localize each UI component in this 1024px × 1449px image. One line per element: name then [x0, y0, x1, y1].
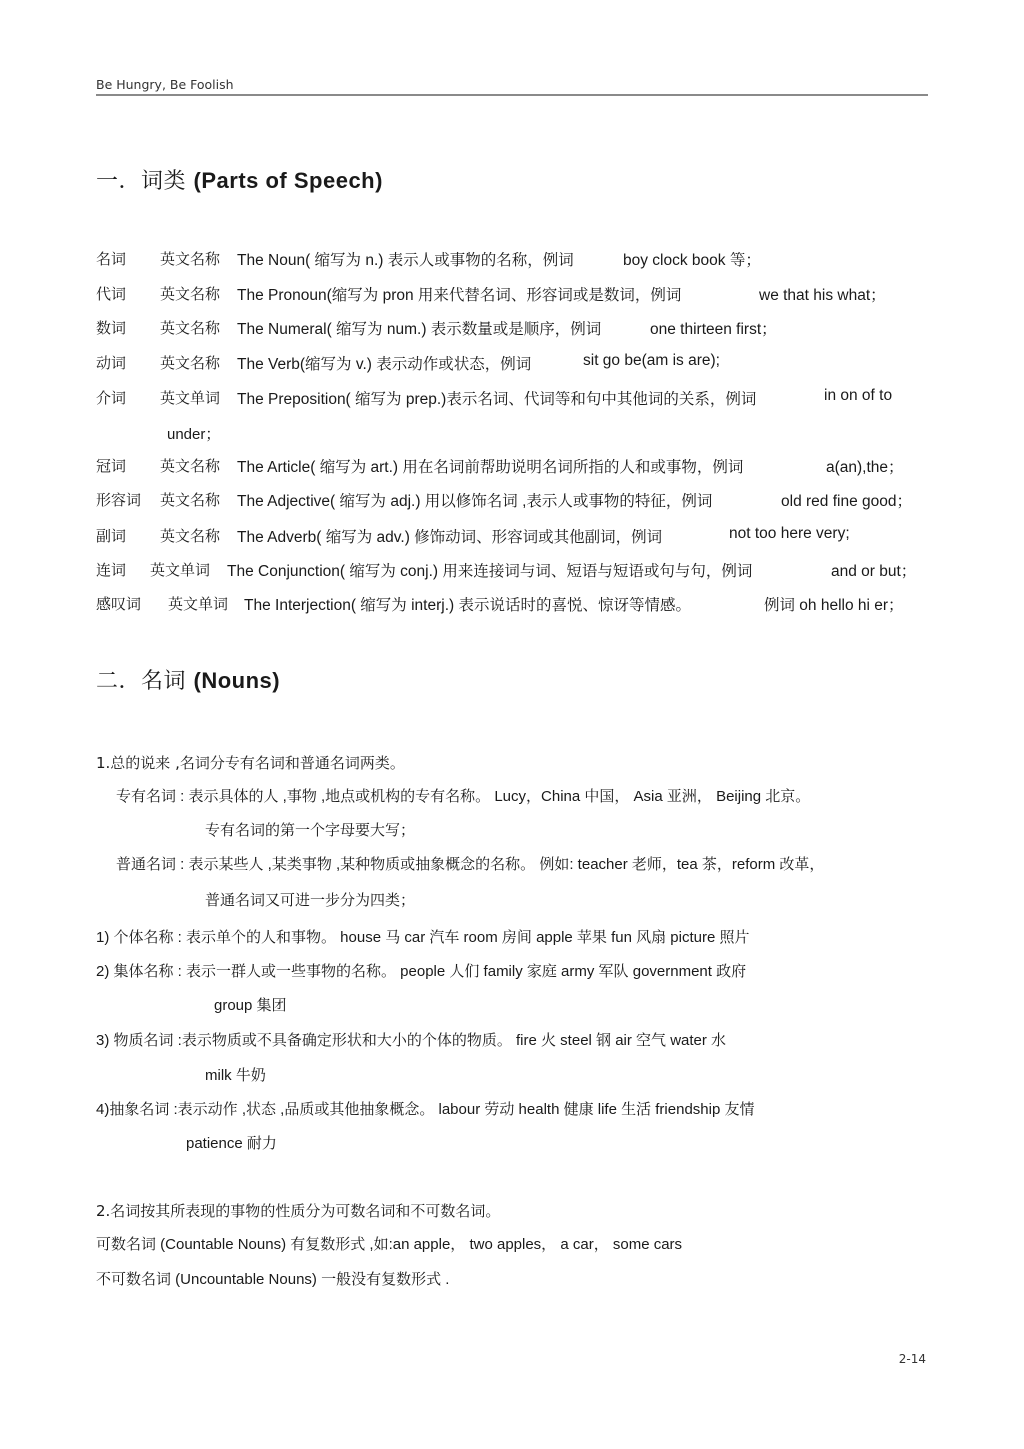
- pos-examples: old red fine good；: [781, 493, 912, 510]
- pos-examples: 例词 oh hello hi er；: [764, 597, 904, 614]
- pos-name: 副词: [96, 527, 127, 545]
- pos-label: 英文单词: [160, 389, 221, 407]
- countability-intro: 2.名词按其所表现的事物的性质分为可数名词和不可数名词。: [96, 1202, 501, 1220]
- countable-nouns-line: 可数名词 (Countable Nouns) 有复数形式 ,如:an apple， two apples， a car， some cars: [96, 1236, 683, 1253]
- proper-noun-note: 专有名词的第一个字母要大写；: [205, 821, 416, 839]
- pos-examples: not too here very;: [729, 525, 850, 542]
- pos-label: 英文名称: [160, 285, 221, 303]
- uncountable-nouns-line: 不可数名词 (Uncountable Nouns) 一般没有复数形式 .: [96, 1271, 450, 1288]
- pos-name: 名词: [96, 250, 127, 268]
- pos-name: 介词: [96, 389, 127, 407]
- pos-desc: The Verb(缩写为 v.) 表示动作或状态，例词: [237, 356, 532, 373]
- abstract-noun-cont: patience 耐力: [186, 1135, 277, 1152]
- section1-title: (Parts of Speech): [193, 168, 383, 193]
- pos-examples: in on of to: [824, 387, 893, 404]
- pos-label: 英文名称: [160, 527, 221, 545]
- material-noun-cont: milk 牛奶: [205, 1067, 266, 1084]
- pos-row-continuation: under；: [167, 426, 221, 443]
- pos-desc: The Conjunction( 缩写为 conj.) 用来连接词与词、短语与短语或句与句，例词: [227, 563, 753, 580]
- common-noun-line: 普通名词 : 表示某些人 ,某类事物 ,某种物质或抽象概念的名称。 例如: teacher 老师，tea 茶，reform 改革，: [116, 856, 825, 873]
- pos-name: 动词: [96, 354, 127, 372]
- section1-number: 一．词类: [96, 169, 187, 194]
- pos-desc: The Preposition( 缩写为 prep.)表示名词、代词等和句中其他词的关系，例词: [237, 391, 757, 408]
- pos-name: 数词: [96, 319, 127, 337]
- pos-examples: one thirteen first；: [650, 321, 777, 338]
- section1-heading: [96, 164, 383, 195]
- pos-examples: a(an),the；: [826, 459, 904, 476]
- section2-title: (Nouns): [193, 668, 281, 693]
- common-noun-note: 普通名词又可进一步分为四类；: [205, 891, 416, 909]
- pos-desc: The Pronoun(缩写为 pron 用来代替名词、形容词或是数词，例词: [237, 287, 682, 304]
- pos-label: 英文名称: [160, 491, 221, 509]
- abstract-noun-line: 4)抽象名词 :表示动作 ,状态 ,品质或其他抽象概念。 labour 劳动 health 健康 life 生活 friendship 友情: [96, 1101, 755, 1118]
- pos-label: 英文单词: [150, 561, 211, 579]
- pos-name: 形容词: [96, 491, 142, 509]
- header-rule: [96, 94, 928, 96]
- individual-noun-line: 1) 个体名称 : 表示单个的人和事物。 house 马 car 汽车 room 房间 apple 苹果 fun 风扇 picture 照片: [96, 929, 750, 946]
- pos-desc: The Adverb( 缩写为 adv.) 修饰动词、形容词或其他副词，例词: [237, 529, 663, 546]
- pos-desc: The Adjective( 缩写为 adj.) 用以修饰名词 ,表示人或事物的特征，例词: [237, 493, 713, 510]
- pos-name: 连词: [96, 561, 127, 579]
- pos-desc: The Noun( 缩写为 n.) 表示人或事物的名称，例词: [237, 252, 574, 269]
- page-number: 2-14: [898, 1352, 926, 1366]
- pos-label: 英文单词: [168, 595, 229, 613]
- collective-noun-cont: group 集团: [214, 997, 287, 1014]
- pos-label: 英文名称: [160, 319, 221, 337]
- pos-name: 感叹词: [96, 595, 142, 613]
- section2-number: 二．名词: [96, 669, 187, 694]
- pos-examples: boy clock book 等；: [623, 252, 761, 269]
- collective-noun-line: 2) 集体名称 : 表示一群人或一些事物的名称。 people 人们 family 家庭 army 军队 government 政府: [96, 963, 747, 980]
- pos-desc: The Interjection( 缩写为 interj.) 表示说话时的喜悦、惊讶等情感。: [244, 597, 691, 614]
- pos-desc: The Numeral( 缩写为 num.) 表示数量或是顺序，例词: [237, 321, 602, 338]
- pos-desc: The Article( 缩写为 art.) 用在名词前帮助说明名词所指的人和或事物，例词: [237, 459, 744, 476]
- pos-label: 英文名称: [160, 457, 221, 475]
- pos-label: 英文名称: [160, 354, 221, 372]
- material-noun-line: 3) 物质名词 :表示物质或不具备确定形状和大小的个体的物质。 fire 火 steel 钢 air 空气 water 水: [96, 1032, 727, 1049]
- section2-heading: [96, 664, 280, 695]
- running-header: Be Hungry, Be Foolish: [96, 77, 234, 92]
- pos-examples: sit go be(am is are);: [583, 352, 720, 369]
- pos-name: 冠词: [96, 457, 127, 475]
- pos-examples: and or but；: [831, 563, 917, 580]
- pos-label: 英文名称: [160, 250, 221, 268]
- nouns-intro: 1.总的说来 ,名词分专有名词和普通名词两类。: [96, 754, 405, 772]
- pos-examples: we that his what；: [759, 287, 886, 304]
- pos-name: 代词: [96, 285, 127, 303]
- proper-noun-line: 专有名词 : 表示具体的人 ,事物 ,地点或机构的专有名称。 Lucy，China 中国， Asia 亚洲， Beijing 北京。: [116, 788, 811, 805]
